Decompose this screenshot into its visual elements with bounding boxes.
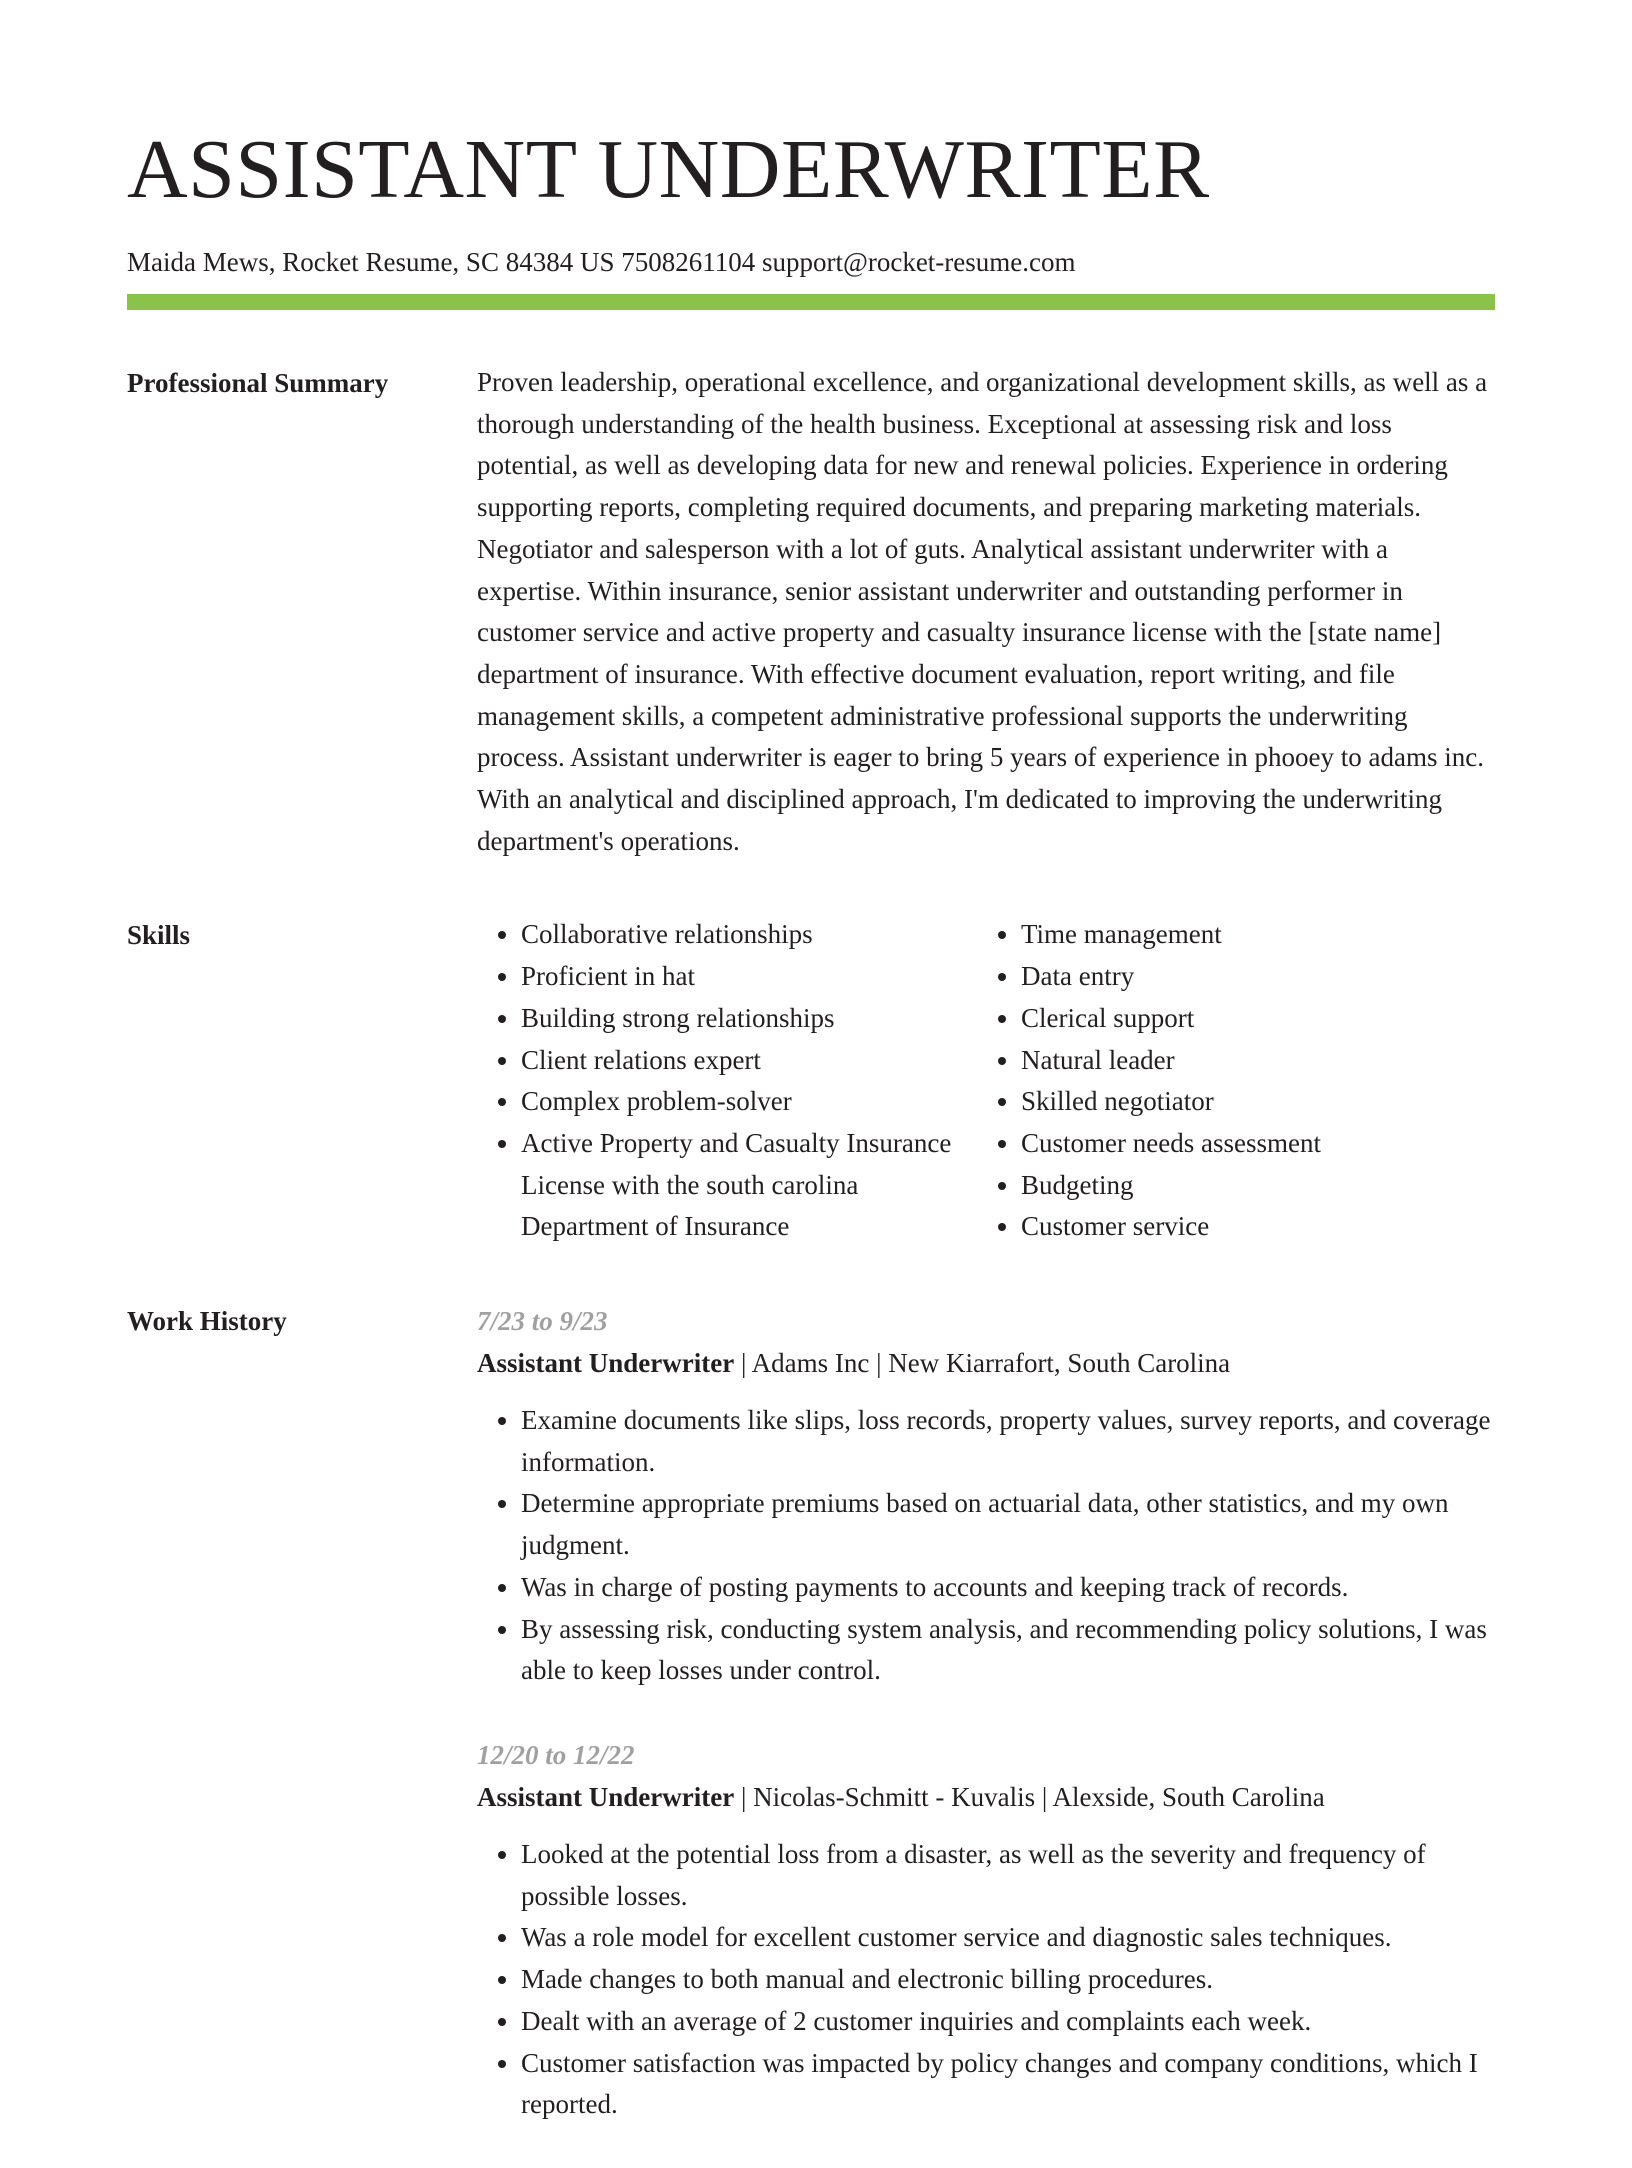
summary-body: [477, 362, 1495, 862]
job-dates: 12/20 to 12/22: [477, 1739, 635, 1770]
work-history-section: [127, 1300, 1495, 2168]
skill-item: • Complex problem-solver: [521, 1081, 977, 1123]
skill-item: • Customer service: [1021, 1206, 1495, 1248]
skill-item: • Time management: [1021, 914, 1495, 956]
summary-label: Professional Summary: [127, 368, 389, 398]
job-bullet: • Determine appropriate premiums based on actuarial data, other statistics, and my own judgment.: [521, 1483, 1495, 1566]
work-history-body: [477, 1300, 1495, 2168]
skill-item: • Proficient in hat: [521, 956, 977, 998]
resume-name-heading: ASSISTANT UNDERWRITER: [127, 123, 1210, 216]
job-bullet: • Dealt with an average of 2 customer inquiries and complaints each week.: [521, 2001, 1495, 2043]
job-company: Adams Inc: [751, 1348, 870, 1379]
job-company: Nicolas-Schmitt - Kuvalis: [753, 1781, 1036, 1812]
job-entry: [477, 1734, 1495, 2126]
accent-rule: [127, 294, 1495, 310]
skill-item: • Customer needs assessment: [1021, 1123, 1495, 1165]
skills-body: [477, 914, 1495, 1248]
job-bullet: • Was in charge of posting payments to accounts and keeping track of records.: [521, 1567, 1495, 1609]
skill-item: • Collaborative relationships: [521, 914, 977, 956]
job-separator: |: [1035, 1781, 1053, 1812]
skills-label: Skills: [127, 920, 191, 951]
job-bullet: • Examine documents like slips, loss records, property values, survey reports, and coverage information.: [521, 1400, 1495, 1483]
skill-item: • Data entry: [1021, 956, 1495, 998]
job-bullet: • Looked at the potential loss from a disaster, as well as the severity and frequency of possible losses.: [521, 1834, 1495, 1917]
job-location: New Kiarrafort, South Carolina: [888, 1348, 1231, 1379]
skills-list-right: [977, 914, 1495, 1248]
job-bullet: • Made changes to both manual and electronic billing procedures.: [521, 1959, 1495, 2001]
skill-item: • Building strong relationships: [521, 998, 977, 1040]
skill-item: • Active Property and Casualty Insurance License with the south carolina Department of Insurance: [521, 1123, 977, 1248]
job-heading: [477, 1342, 1495, 1384]
skill-item: • Clerical support: [1021, 998, 1495, 1040]
job-dates: 7/23 to 9/23: [477, 1306, 608, 1337]
job-title: Assistant Underwriter: [477, 1781, 735, 1812]
skill-item: • Client relations expert: [521, 1040, 977, 1082]
job-separator: |: [734, 1781, 754, 1812]
skill-item: • Natural leader: [1021, 1040, 1495, 1082]
job-bullet: • Customer satisfaction was impacted by policy changes and company conditions, which I reported.: [521, 2043, 1495, 2126]
summary-text: Proven leadership, operational excellence, and organizational development skills, as well as a thorough understanding of the health business. Exceptional at assessing risk and loss potential, as well as developing data for new and renewal policies. Experience in ordering supporting reports, completing required documents, and preparing marketing materials. Negotiator and salesperson with a lot of guts. Analytical assistant underwriter with a expertise. Within insurance, senior assistant underwriter and outstanding performer in customer service and active property and casualty insurance license with the [state name] department of insurance. With effective document evaluation, report writing, and file management skills, a competent administrative professional supports the underwriting process. Assistant underwriter is eager to bring 5 years of experience in phooey to adams inc. With an analytical and disciplined approach, I'm dedicated to improving the underwriting department's operations.: [477, 367, 1488, 856]
skill-item: • Budgeting: [1021, 1165, 1495, 1207]
job-bullet: • Was a role model for excellent customer service and diagnostic sales techniques.: [521, 1917, 1495, 1959]
job-bullet: • By assessing risk, conducting system analysis, and recommending policy solutions, I was able to keep losses under control.: [521, 1609, 1495, 1692]
job-bullet-list: [477, 1834, 1495, 2126]
job-location: Alexside, South Carolina: [1052, 1781, 1325, 1812]
summary-section: [127, 362, 1495, 862]
job-bullet-list: [477, 1400, 1495, 1692]
resume-page: [127, 120, 1495, 2168]
skills-section: [127, 914, 1495, 1248]
job-entry: [477, 1300, 1495, 1692]
skill-item: • Skilled negotiator: [1021, 1081, 1495, 1123]
job-title: Assistant Underwriter: [477, 1348, 735, 1379]
contact-line: Maida Mews, Rocket Resume, SC 84384 US 7508261104 support@rocket-resume.com: [127, 247, 1076, 277]
job-separator: |: [734, 1348, 752, 1379]
skills-list-left: [477, 914, 977, 1248]
job-separator: |: [869, 1348, 889, 1379]
job-heading: [477, 1776, 1495, 1818]
work-history-label: Work History: [127, 1306, 287, 1337]
